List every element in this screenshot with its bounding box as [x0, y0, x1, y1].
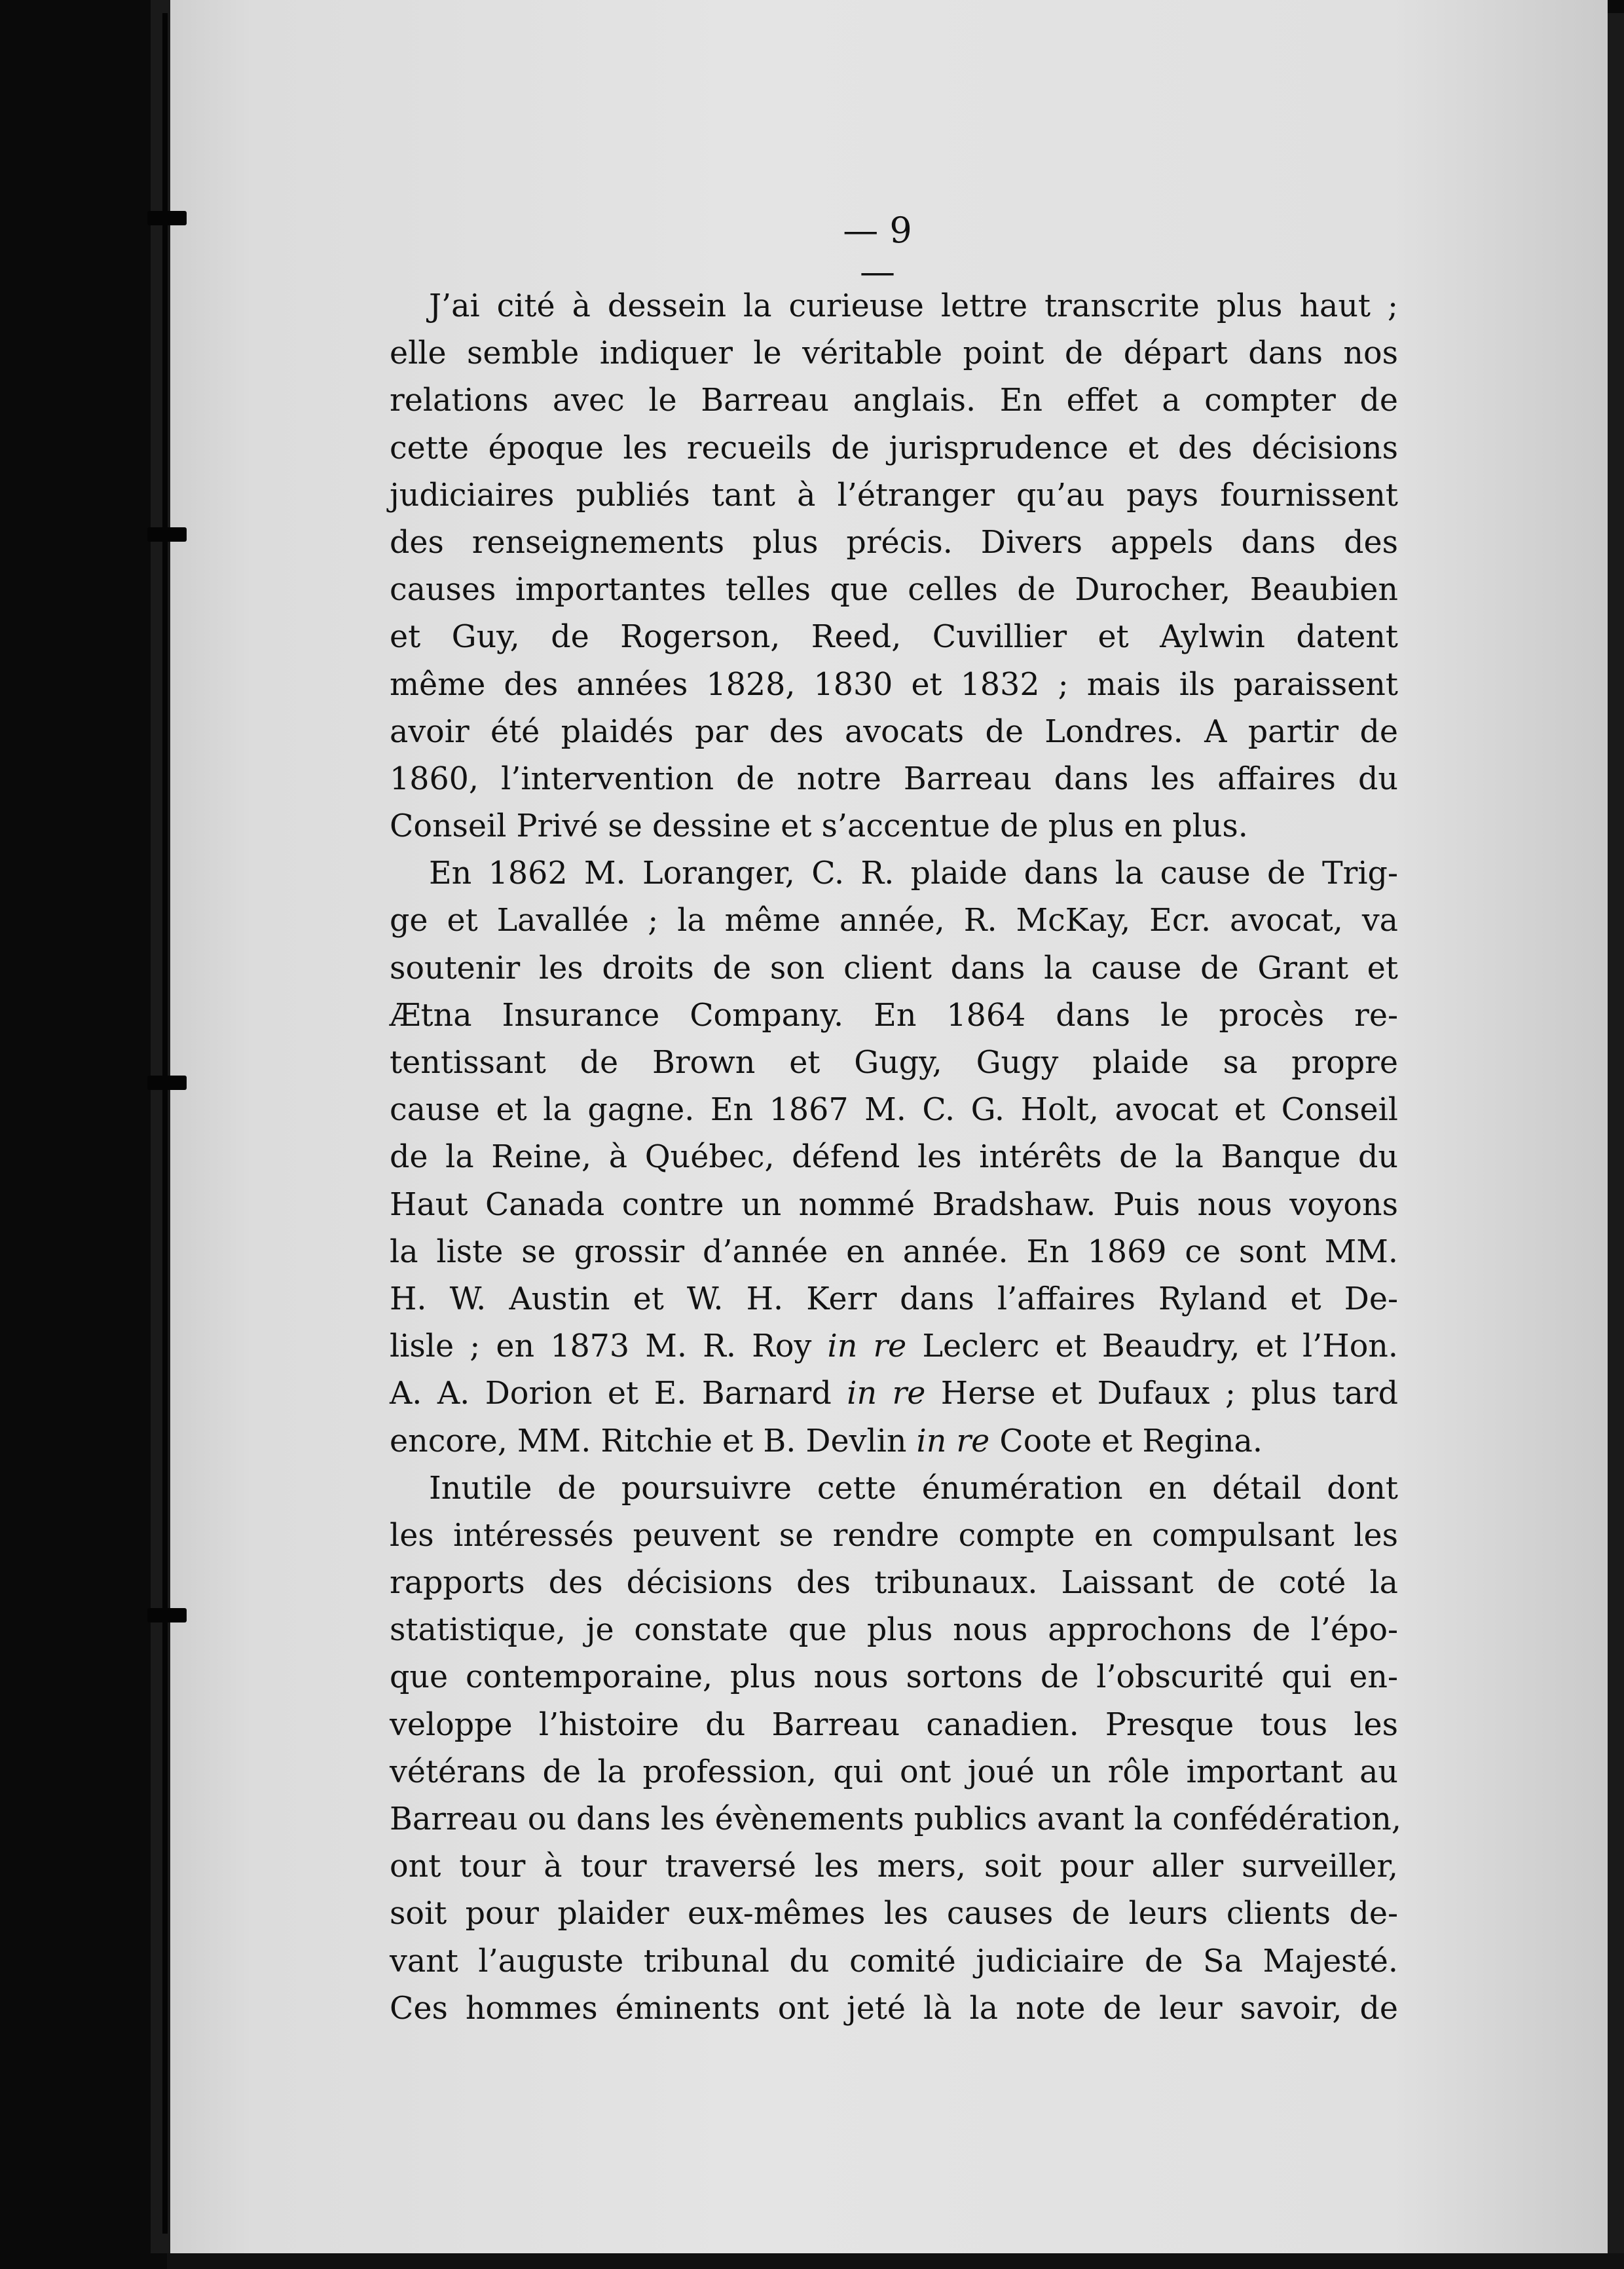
text-line: soutenir les droits de son client dans la cause de Grant et	[390, 950, 1398, 986]
text-line: Conseil Privé se dessine et s’accentue de plus en plus.	[390, 808, 1248, 845]
text-line: avoir été plaidés par des avocats de Londres. A partir de	[390, 713, 1398, 750]
text-line: vétérans de la profession, qui ont joué un rôle important au	[390, 1753, 1398, 1790]
text-line: A. A. Dorion et E. Barnard in re Herse et Dufaux ; plus tard	[390, 1376, 1399, 1412]
text-line: elle semble indiquer le véritable point de départ dans nos	[390, 335, 1398, 372]
text-line: En 1862 M. Loranger, C. R. plaide dans la cause de Trig-	[429, 855, 1398, 892]
text-line: de la Reine, à Québec, défend les intérêts de la Banque du	[390, 1139, 1398, 1176]
text-line: veloppe l’histoire du Barreau canadien. Presque tous les	[390, 1706, 1398, 1743]
binding-stitch	[147, 527, 187, 542]
binding-stitch	[147, 1608, 187, 1622]
text-line: 1860, l’intervention de notre Barreau dans les affaires du	[390, 760, 1398, 797]
text-line: Haut Canada contre un nommé Bradshaw. Puis nous voyons	[390, 1186, 1398, 1223]
binding-stitch	[147, 1076, 187, 1090]
paragraph	[390, 850, 1398, 1465]
text-line: ge et Lavallée ; la même année, R. McKay, Ecr. avocat, va	[390, 903, 1398, 939]
binding-stitch	[147, 211, 187, 225]
text-line: Ætna Insurance Company. En 1864 dans le procès re-	[390, 997, 1398, 1034]
text-line: relations avec le Barreau anglais. En effet a compter de	[390, 383, 1398, 419]
text-line: judiciaires publiés tant à l’étranger qu’au pays fournissent	[390, 477, 1398, 514]
text-line: cette époque les recueils de jurisprudence et des décisions	[390, 430, 1398, 466]
text-line: soit pour plaider eux-mêmes les causes de leurs clients de-	[390, 1896, 1398, 1932]
text-line: que contemporaine, plus nous sortons de l’obscurité qui en-	[390, 1659, 1398, 1696]
text-line: causes importantes telles que celles de Durocher, Beaubien	[390, 572, 1398, 609]
text-line: Ces hommes éminents ont jeté là la note de leur savoir, de	[390, 1990, 1398, 2027]
page-number: — 9 —	[843, 210, 912, 292]
text-line: J’ai cité à dessein la curieuse lettre transcrite plus haut ;	[429, 288, 1398, 324]
text-line: ont tour à tour traversé les mers, soit pour aller surveiller,	[390, 1848, 1398, 1885]
text-line: rapports des décisions des tribunaux. Laissant de coté la	[390, 1565, 1398, 1602]
text-line: les intéressés peuvent se rendre compte en compulsant les	[390, 1517, 1398, 1554]
binding-thread	[162, 13, 168, 2234]
paragraph	[390, 283, 1398, 850]
text-line: tentissant de Brown et Gugy, Gugy plaide sa propre	[390, 1045, 1398, 1081]
text-line: statistique, je constate que plus nous approchons de l’épo-	[390, 1612, 1398, 1649]
text-line: même des années 1828, 1830 et 1832 ; mais ils paraissent	[390, 666, 1398, 703]
text-line: vant l’auguste tribunal du comité judiciaire de Sa Majesté.	[390, 1943, 1398, 1979]
text-line: Barreau ou dans les évènements publics avant la confédération,	[390, 1801, 1402, 1837]
text-line: la liste se grossir d’année en année. En 1869 ce sont MM.	[390, 1233, 1398, 1270]
paragraph	[390, 1465, 1402, 2033]
text-line: encore, MM. Ritchie et B. Devlin in re Coote et Regina.	[390, 1423, 1263, 1459]
text-line: cause et la gagne. En 1867 M. C. G. Holt, avocat et Conseil	[390, 1092, 1398, 1129]
text-line: lisle ; en 1873 M. R. Roy in re Leclerc et Beaudry, et l’Hon.	[390, 1328, 1398, 1365]
text-line: Inutile de poursuivre cette énumération en détail dont	[429, 1470, 1398, 1507]
text-line: et Guy, de Rogerson, Reed, Cuvillier et Aylwin datent	[390, 619, 1398, 656]
body-text	[390, 283, 1402, 2033]
page-edge-bottom	[167, 2253, 1624, 2269]
text-line: des renseignements plus précis. Divers appels dans des	[390, 524, 1398, 561]
text-line: H. W. Austin et W. H. Kerr dans l’affaires Ryland et De-	[390, 1281, 1398, 1317]
